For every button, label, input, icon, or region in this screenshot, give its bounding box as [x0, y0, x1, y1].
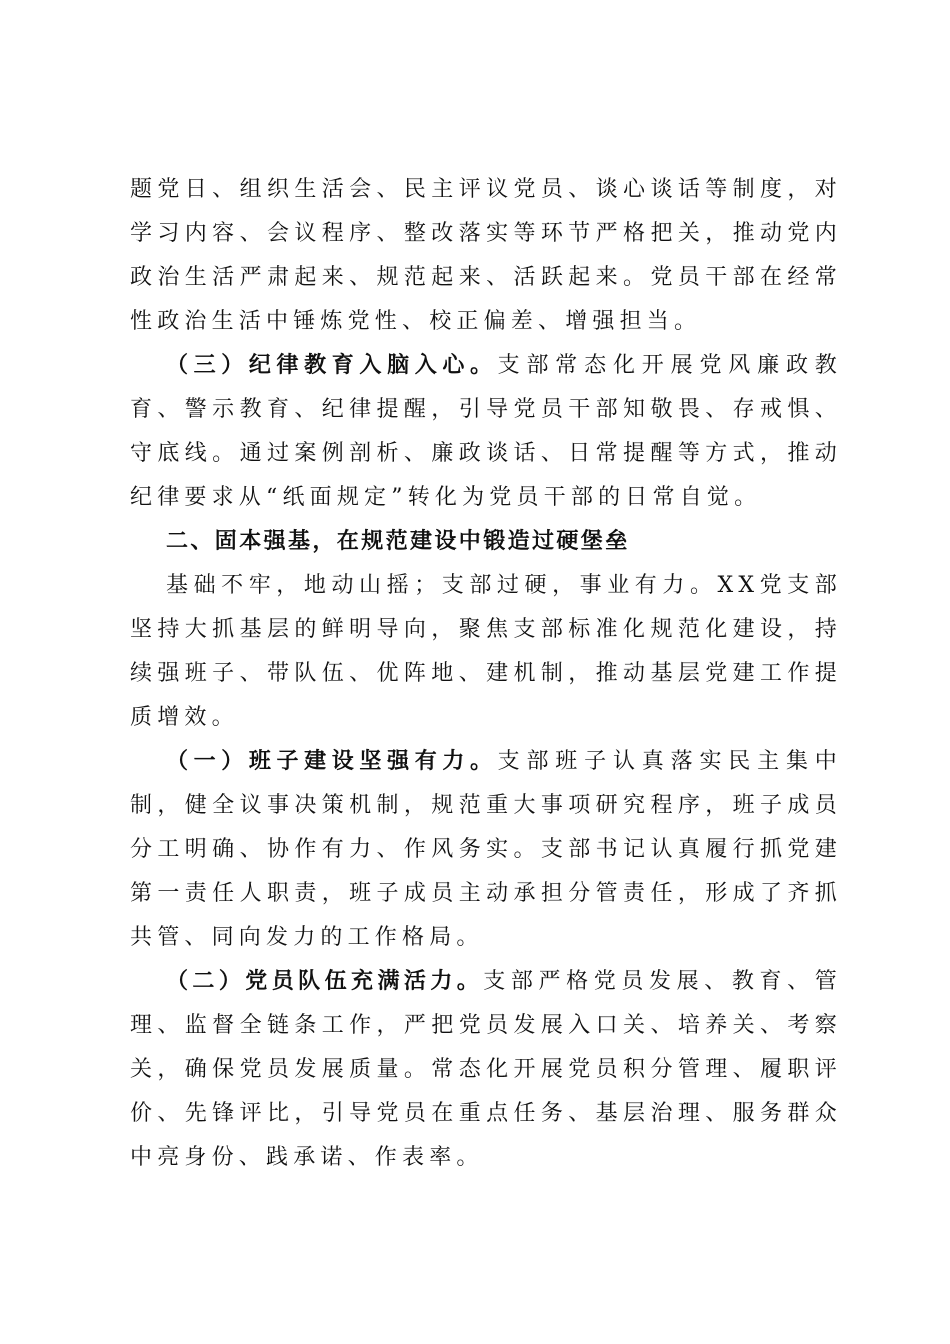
document-body [130, 168, 842, 1180]
paragraph-discipline-education [130, 344, 842, 520]
paragraph-text: 支部常态化开展党风廉政教育、警示教育、纪律提醒，引导党员干部知敬畏、存戒惧、守底线。通过案例剖析、廉政谈话、日常提醒等方式，推动纪律要求从“纸面规定”转化为党员干部的日常自觉。 [130, 353, 842, 510]
paragraph-text: 基础不牢，地动山摇；支部过硬，事业有力。XX党支部坚持大抓基层的鲜明导向，聚焦支部标准化规范化建设，持续强班子、带队伍、优阵地、建机制，推动基层党建工作提质增效。 [130, 573, 842, 730]
paragraph-text: 题党日、组织生活会、民主评议党员、谈心谈话等制度，对学习内容、会议程序、整改落实等环节严格把关，推动党内政治生活严肃起来、规范起来、活跃起来。党员干部在经常性政治生活中锤炼党性、校正偏差、增强担当。 [130, 177, 842, 334]
paragraph-continuation [130, 168, 842, 344]
subsection-title: （三）纪律教育入脑入心。 [166, 353, 498, 378]
subsection-title: （一）班子建设坚强有力。 [166, 749, 498, 774]
paragraph-leadership-building [130, 740, 842, 960]
paragraph-text: 支部严格党员发展、教育、管理、监督全链条工作，严把党员发展入口关、培养关、考察关，确保党员发展质量。常态化开展党员积分管理、履职评价、先锋评比，引导党员在重点任务、基层治理、服务群众中亮身份、践承诺、作表率。 [130, 969, 842, 1170]
paragraph-member-team [130, 960, 842, 1180]
subsection-title: （二）党员队伍充满活力。 [166, 969, 484, 994]
paragraph-text: 支部班子认真落实民主集中制，健全议事决策机制，规范重大事项研究程序，班子成员分工明确、协作有力、作风务实。支部书记认真履行抓党建第一责任人职责，班子成员主动承担分管责任，形成了齐抓共管、同向发力的工作格局。 [130, 749, 842, 950]
section-heading: 二、固本强基，在规范建设中锻造过硬堡垒 [166, 529, 630, 554]
paragraph-section-intro [130, 564, 842, 740]
